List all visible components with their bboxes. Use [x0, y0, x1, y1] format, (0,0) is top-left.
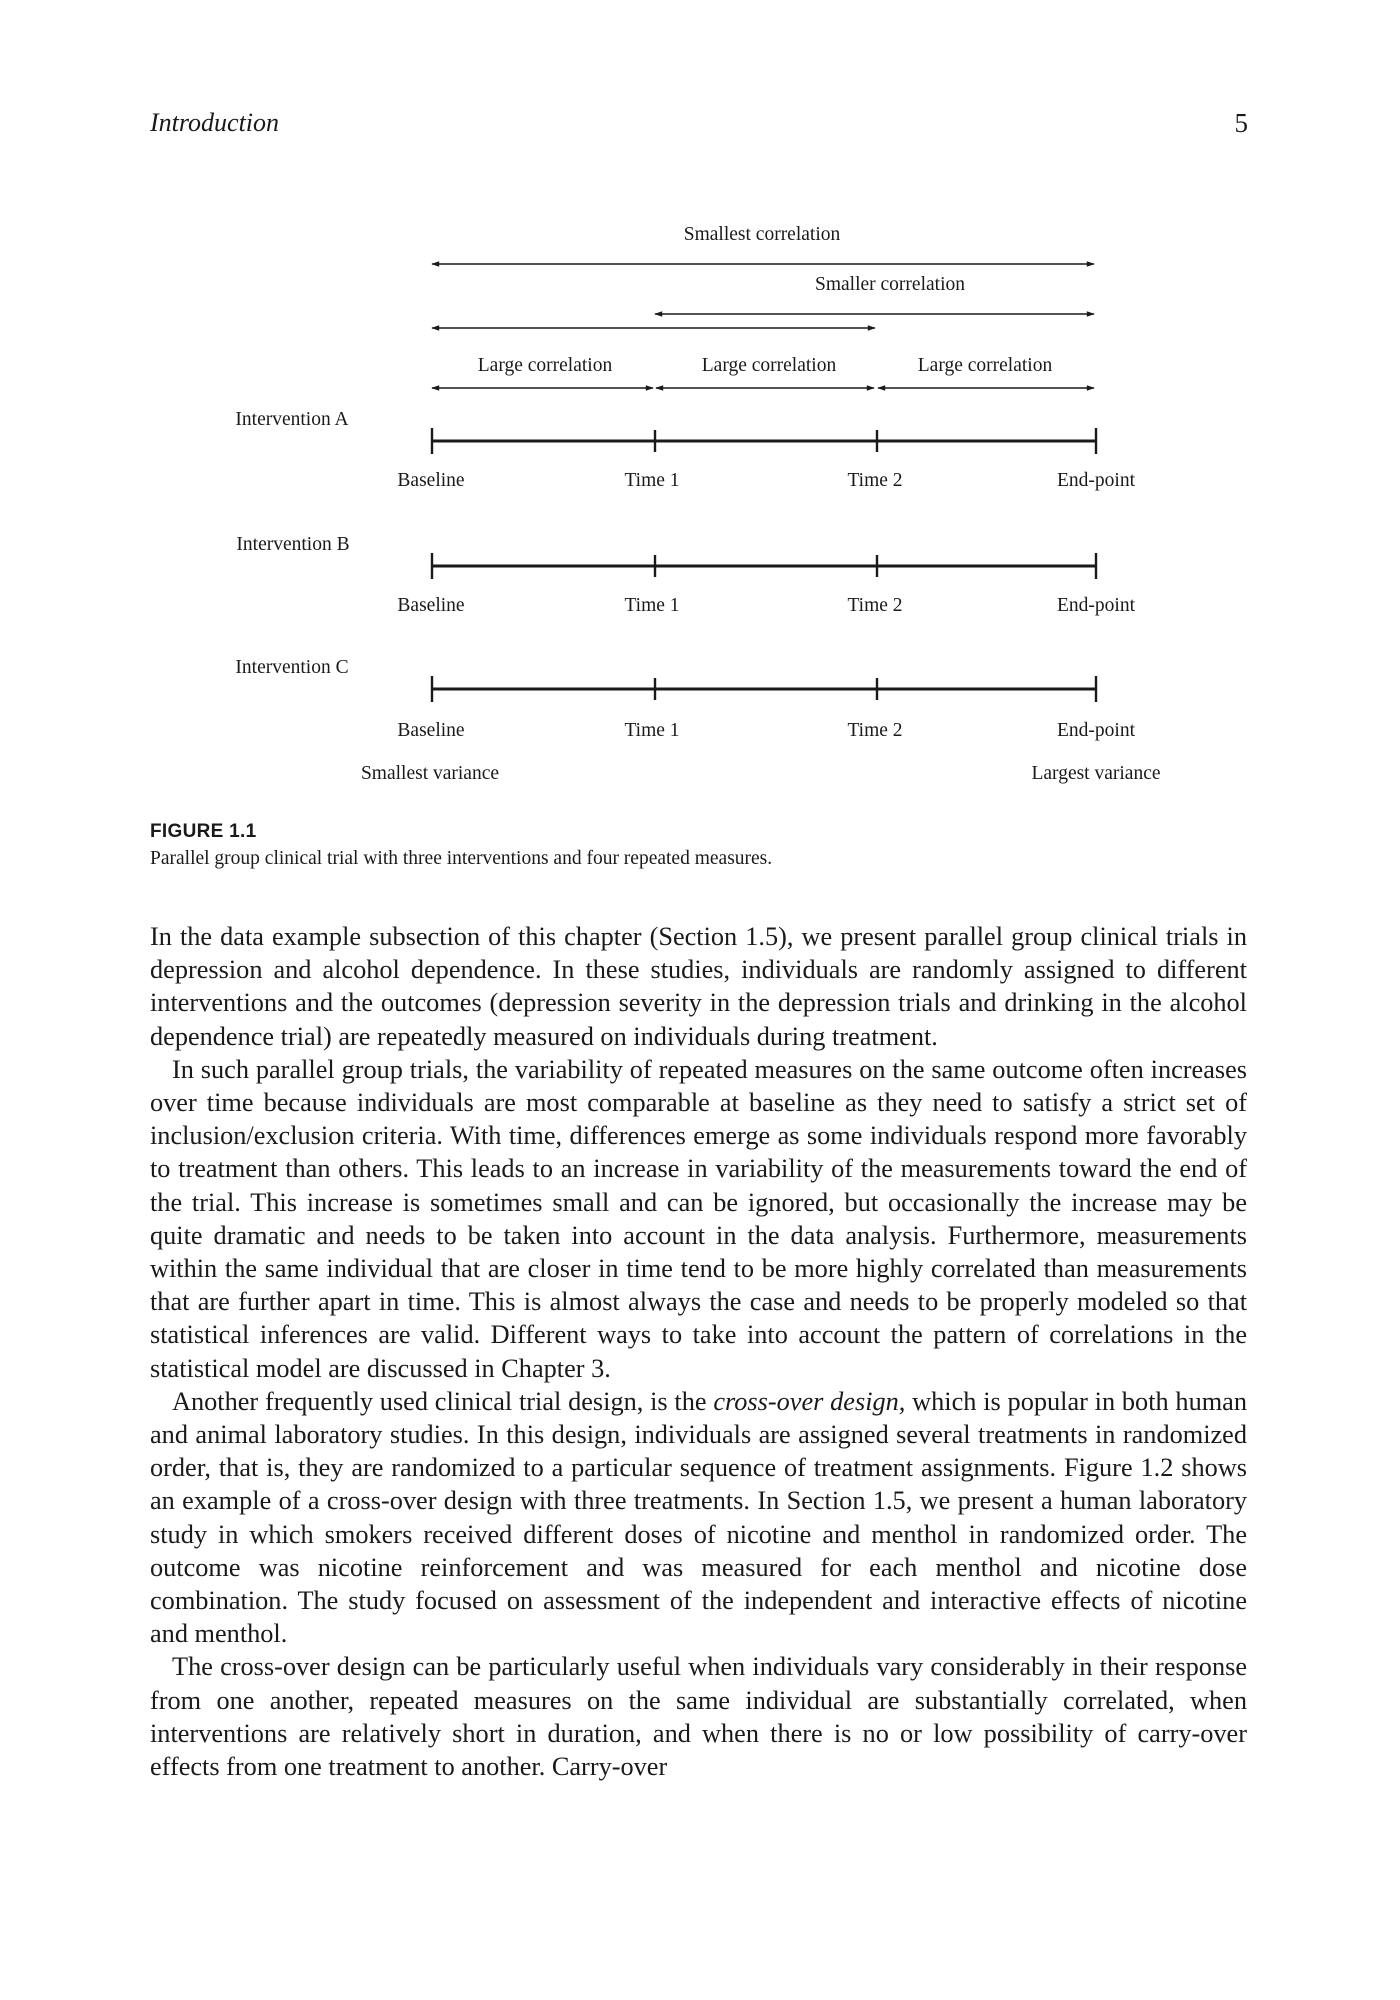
- intervention-a-time-2: Time 2: [847, 470, 903, 491]
- intervention-c-baseline: Baseline: [397, 720, 465, 741]
- paragraph-2: In such parallel group trials, the variability of repeated measures on the same outcome often increases over time because individuals are most comparable at baseline as they need to satisfy a strict set of inclusion/exclusion criteria. With time, differences emerge as some individuals respond more favorably to treatment than others. This leads to an increase in variability of the measurements toward the end of the trial. This increase is sometimes small and can be ignored, but occasionally the increase may be quite dramatic and needs to be taken into account in the data analysis. Furthermore, measurements within the same individual that are closer in time tend to be more highly correlated than measurements that are further apart in time. This is almost always the case and needs to be properly modeled so that statistical inferences are valid. Different ways to take into account the pattern of correlations in the statistical model are discussed in Chapter 3.: [150, 1054, 1247, 1383]
- paragraph-4: The cross-over design can be particularly useful when individuals vary considerably in their response from one another, repeated measures on the same individual are substantially correlated, when interventions are relatively short in duration, and when there is no or low possibility of carry-over effects from one treatment to another. Carry-over: [150, 1652, 1247, 1782]
- paragraph-3-end: which is popular in both human and animal laboratory studies. In this design, individuals are assigned several treatments in randomized order, that is, they are randomized to a particular sequence of treatment assignments. Figure 1.2 shows an example of a cross-over design with three treatments. In Section 1.5, we present a human laboratory study in which smokers received different doses of nicotine and menthol in randomized order. The outcome was nicotine reinforcement and was measured for each menthol and nicotine dose combination. The study focused on assessment of the independent and interactive effects of nicotine and menthol.: [150, 1386, 1247, 1649]
- label-smallest-variance: Smallest variance: [360, 763, 500, 784]
- running-head: Introduction: [150, 108, 280, 137]
- intervention-b-time-2: Time 2: [847, 595, 903, 616]
- figure-1-1-diagram: [0, 220, 1400, 800]
- intervention-a-baseline: Baseline: [397, 470, 465, 491]
- paragraph-3-start: Another frequently used clinical trial design, is the: [172, 1386, 714, 1416]
- intervention-b-label: Intervention B: [236, 534, 350, 555]
- label-largest-variance: Largest variance: [1031, 763, 1161, 784]
- intervention-a-label: Intervention A: [235, 409, 349, 430]
- label-smaller-correlation: Smaller correlation: [815, 274, 965, 295]
- intervention-b-baseline: Baseline: [397, 595, 465, 616]
- paragraph-3: [150, 1385, 1247, 1651]
- intervention-a-end-point: End-point: [1057, 470, 1135, 491]
- intervention-b-timeline: [236, 534, 1135, 616]
- intervention-c-time-1: Time 1: [624, 720, 680, 741]
- intervention-c-label: Intervention C: [235, 657, 349, 678]
- intervention-b-end-point: End-point: [1057, 595, 1135, 616]
- intervention-c-end-point: End-point: [1057, 720, 1135, 741]
- paragraph-1: In the data example subsection of this chapter (Section 1.5), we present parallel group clinical trials in depression and alcohol dependence. In these studies, individuals are randomly assigned to different interventions and the outcomes (depression severity in the depression trials and drinking in the alcohol dependence trial) are repeatedly measured on individuals during treatment.: [150, 922, 1247, 1051]
- intervention-a-timeline: [235, 409, 1135, 491]
- intervention-c-timeline: [235, 657, 1135, 741]
- label-large-correlation-3: Large correlation: [917, 355, 1053, 376]
- figure-caption-label: FIGURE 1.1: [150, 821, 257, 842]
- intervention-b-time-1: Time 1: [624, 595, 680, 616]
- intervention-a-time-1: Time 1: [624, 470, 680, 491]
- figure-caption-text: Parallel group clinical trial with three interventions and four repeated measures.: [150, 848, 773, 869]
- body-text: [150, 920, 1247, 1783]
- page-number: 5: [1234, 108, 1248, 138]
- label-large-correlation-2: Large correlation: [701, 355, 837, 376]
- term-cross-over-design: cross-over design,: [713, 1386, 906, 1416]
- label-large-correlation-1: Large correlation: [477, 355, 613, 376]
- label-smallest-correlation: Smallest correlation: [683, 224, 841, 245]
- intervention-c-time-2: Time 2: [847, 720, 903, 741]
